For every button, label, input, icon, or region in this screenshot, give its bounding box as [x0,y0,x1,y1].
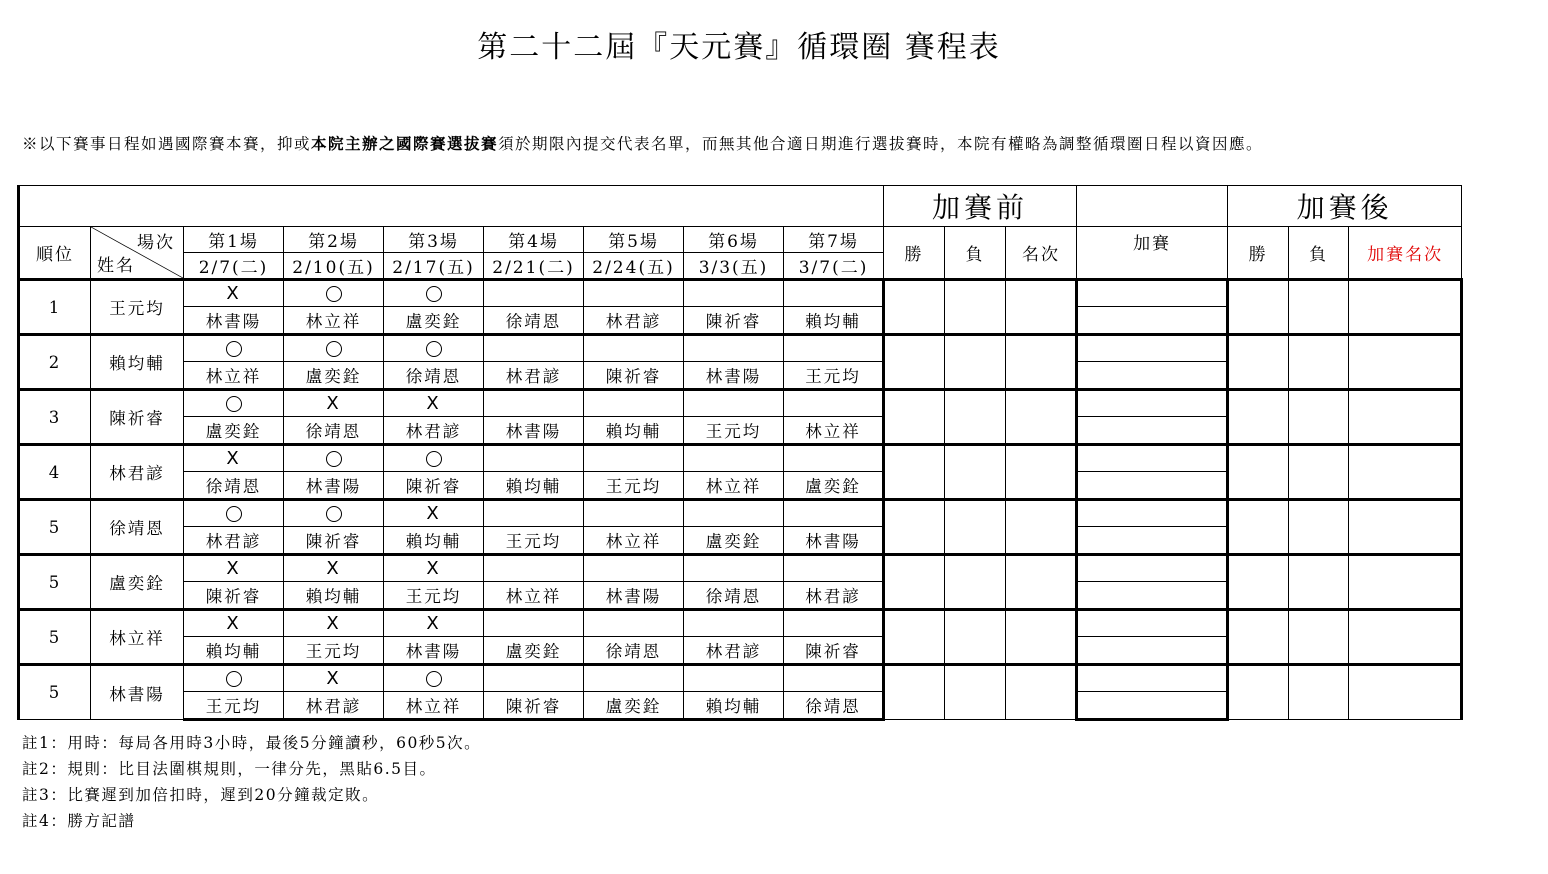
loss-mark: X [326,393,341,414]
opponent-name: 林書陽 [584,582,684,610]
result-cell [784,610,884,637]
footnote-4: 註4：勝方記譜 [22,812,136,830]
win-count-cell [884,280,945,335]
win-count-cell [884,335,945,390]
opponent-name: 徐靖恩 [384,362,484,390]
result-cell [384,665,484,692]
player-row [19,500,1462,527]
result-cell [684,280,784,307]
place-header: 名次 [1006,227,1077,280]
round-label: 場次 [137,233,175,253]
final-place-header: 加賽名次 [1349,227,1462,280]
place-cell [1006,335,1077,390]
round-6-date: 3/3(五) [684,253,784,280]
opponent-name: 王元均 [484,527,584,555]
result-cell [384,555,484,582]
opponent-name: 林書陽 [184,307,284,335]
opponent-name: 賴均輔 [684,692,784,720]
loss-after-cell [1289,445,1349,500]
final-place-cell [1349,390,1462,445]
win-circle-icon [226,341,242,357]
win-after-cell [1228,500,1289,555]
win-count-cell [884,555,945,610]
opponent-name: 林君諺 [684,637,784,665]
notice-text-1: ※以下賽事日程如遇國際賽本賽，抑或 [22,135,312,153]
player-name: 盧奕銓 [91,555,184,610]
result-cell [684,610,784,637]
rank-cell: 4 [19,445,91,500]
page-title: 第二十二屆『天元賽』循環圈 賽程表 [477,30,1001,65]
loss-header: 負 [945,227,1006,280]
result-cell [384,280,484,307]
loss-count-cell [945,280,1006,335]
rank-cell: 5 [19,555,91,610]
opponent-name: 徐靖恩 [184,472,284,500]
result-cell [484,280,584,307]
opponent-name: 盧奕銓 [784,472,884,500]
win-after-cell [1228,335,1289,390]
result-cell [484,610,584,637]
win-circle-icon [226,396,242,412]
loss-after-cell [1289,555,1349,610]
result-cell [284,555,384,582]
opponent-name: 王元均 [784,362,884,390]
playoff-cell-2 [1077,307,1228,335]
opponent-name: 盧奕銓 [484,637,584,665]
result-cell [384,390,484,417]
result-cell [784,445,884,472]
opponent-name: 林君諺 [484,362,584,390]
result-cell [184,390,284,417]
opponent-name: 林書陽 [384,637,484,665]
result-cell [184,555,284,582]
result-cell [384,610,484,637]
opponent-name: 賴均輔 [584,417,684,445]
place-cell [1006,500,1077,555]
result-cell [284,665,384,692]
final-place-cell [1349,445,1462,500]
place-cell [1006,555,1077,610]
result-cell [384,500,484,527]
opponent-name: 陳祈睿 [284,527,384,555]
loss-after-header: 負 [1289,227,1349,280]
result-cell [484,335,584,362]
player-row [19,390,1462,417]
round-5-date: 2/24(五) [584,253,684,280]
player-name: 徐靖恩 [91,500,184,555]
header-blank [19,186,884,227]
opponent-name: 盧奕銓 [384,307,484,335]
name-label: 姓名 [97,256,135,276]
result-cell [184,335,284,362]
opponent-name: 陳祈睿 [684,307,784,335]
playoff-cell-2 [1077,417,1228,445]
playoff-cell-2 [1077,527,1228,555]
rank-cell: 3 [19,390,91,445]
win-circle-icon [326,286,342,302]
header-row-rounds [19,227,1462,253]
round-7-label: 第7場 [784,227,884,253]
playoff-cell-1 [1077,610,1228,637]
header-blank-playoff [1077,186,1228,227]
result-cell [684,665,784,692]
opponent-name: 王元均 [184,692,284,720]
round-5-label: 第5場 [584,227,684,253]
result-cell [384,335,484,362]
place-cell [1006,280,1077,335]
result-cell [684,390,784,417]
loss-mark: X [326,558,341,579]
opponent-name: 賴均輔 [784,307,884,335]
opponent-name: 林君諺 [784,582,884,610]
win-count-cell [884,445,945,500]
place-cell [1006,445,1077,500]
rank-cell: 2 [19,335,91,390]
opponent-name: 賴均輔 [484,472,584,500]
opponent-name: 林立祥 [784,417,884,445]
opponent-name: 王元均 [384,582,484,610]
playoff-cell-1 [1077,555,1228,582]
final-place-cell [1349,280,1462,335]
opponent-name: 陳祈睿 [784,637,884,665]
player-row [19,445,1462,472]
notice-text-bold: 本院主辦之國際賽選拔賽 [311,134,499,153]
result-cell [684,445,784,472]
result-cell [184,280,284,307]
round-2-date: 2/10(五) [284,253,384,280]
final-place-cell [1349,610,1462,665]
loss-after-cell [1289,335,1349,390]
schedule-notice [22,130,1462,158]
opponent-name: 林立祥 [284,307,384,335]
opponent-name: 林書陽 [284,472,384,500]
loss-after-cell [1289,500,1349,555]
win-circle-icon [326,451,342,467]
place-cell [1006,610,1077,665]
result-cell [584,555,684,582]
opponent-name: 林立祥 [184,362,284,390]
round-1-date: 2/7(二) [184,253,284,280]
opponent-name: 林君諺 [284,692,384,720]
loss-mark: X [326,668,341,689]
result-cell [584,665,684,692]
opponent-name: 陳祈睿 [484,692,584,720]
result-cell [184,610,284,637]
opponent-name: 盧奕銓 [284,362,384,390]
result-cell [784,335,884,362]
playoff-cell-1 [1077,335,1228,362]
player-row [19,610,1462,637]
loss-after-cell [1289,390,1349,445]
result-cell [184,445,284,472]
win-circle-icon [226,506,242,522]
opponent-name: 王元均 [284,637,384,665]
opponent-name: 徐靖恩 [784,692,884,720]
result-cell [584,390,684,417]
opponent-name: 徐靖恩 [584,637,684,665]
result-cell [484,665,584,692]
loss-after-cell [1289,280,1349,335]
round-6-label: 第6場 [684,227,784,253]
win-circle-icon [426,341,442,357]
loss-count-cell [945,500,1006,555]
round-3-date: 2/17(五) [384,253,484,280]
win-after-cell [1228,665,1289,720]
notice-text-2: 須於期限內提交代表名單，而無其他合適日期進行選拔賽時，本院有權略為調整循環圈日程以資因應。 [498,135,1264,153]
loss-mark: X [226,448,241,469]
round-4-label: 第4場 [484,227,584,253]
result-cell [584,445,684,472]
rank-cell: 5 [19,610,91,665]
opponent-name: 林君諺 [384,417,484,445]
playoff-cell-2 [1077,362,1228,390]
result-cell [284,280,384,307]
opponent-name: 林君諺 [584,307,684,335]
opponent-name: 林書陽 [784,527,884,555]
playoff-cell-2 [1077,637,1228,665]
loss-after-cell [1289,610,1349,665]
playoff-cell-1 [1077,280,1228,307]
player-name: 林立祥 [91,610,184,665]
opponent-name: 賴均輔 [284,582,384,610]
result-cell [284,610,384,637]
opponent-name: 陳祈睿 [384,472,484,500]
footnotes [22,730,481,834]
opponent-name: 徐靖恩 [284,417,384,445]
opponent-name: 林立祥 [584,527,684,555]
win-count-cell [884,665,945,720]
player-name: 林君諺 [91,445,184,500]
opponent-name: 林書陽 [484,417,584,445]
result-cell [784,665,884,692]
opponent-name: 王元均 [684,417,784,445]
result-cell [284,500,384,527]
loss-count-cell [945,555,1006,610]
result-cell [684,500,784,527]
loss-after-cell [1289,665,1349,720]
result-cell [284,335,384,362]
win-after-cell [1228,555,1289,610]
loss-mark: X [426,393,441,414]
playoff-cell-1 [1077,445,1228,472]
win-after-cell [1228,610,1289,665]
rank-header: 順位 [19,227,91,280]
win-circle-icon [226,671,242,687]
result-cell [784,500,884,527]
footnote-2: 註2：規則：比目法圍棋規則，一律分先，黑貼6.5目。 [22,760,437,778]
playoff-cell-2 [1077,582,1228,610]
playoff-cell-1 [1077,665,1228,692]
loss-mark: X [326,613,341,634]
playoff-cell-1 [1077,390,1228,417]
final-place-cell [1349,335,1462,390]
loss-count-cell [945,445,1006,500]
win-count-cell [884,390,945,445]
win-header: 勝 [884,227,945,280]
rank-cell: 5 [19,500,91,555]
opponent-name: 賴均輔 [184,637,284,665]
result-cell [284,390,384,417]
win-circle-icon [426,286,442,302]
opponent-name: 陳祈睿 [584,362,684,390]
loss-count-cell [945,335,1006,390]
win-after-cell [1228,445,1289,500]
playoff-cell-2 [1077,692,1228,720]
rank-cell: 5 [19,665,91,720]
opponent-name: 盧奕銓 [584,692,684,720]
round-7-date: 3/7(二) [784,253,884,280]
loss-mark: X [426,613,441,634]
player-row [19,335,1462,362]
win-circle-icon [326,341,342,357]
opponent-name: 盧奕銓 [184,417,284,445]
rank-cell: 1 [19,280,91,335]
opponent-name: 賴均輔 [384,527,484,555]
result-cell [684,335,784,362]
loss-count-cell [945,665,1006,720]
opponent-name: 徐靖恩 [684,582,784,610]
result-cell [484,500,584,527]
win-count-cell [884,610,945,665]
player-row [19,280,1462,307]
round-2-label: 第2場 [284,227,384,253]
result-cell [184,500,284,527]
loss-mark: X [226,613,241,634]
final-place-cell [1349,555,1462,610]
opponent-name: 徐靖恩 [484,307,584,335]
schedule-table [17,185,1463,721]
result-cell [584,335,684,362]
player-name: 林書陽 [91,665,184,720]
result-cell [184,665,284,692]
result-cell [484,445,584,472]
win-circle-icon [426,671,442,687]
win-after-cell [1228,390,1289,445]
win-after-header: 勝 [1228,227,1289,280]
footnote-3: 註3：比賽遲到加倍扣時，遲到20分鐘裁定敗。 [22,786,380,804]
result-cell [784,555,884,582]
final-place-cell [1349,665,1462,720]
result-cell [584,610,684,637]
win-circle-icon [326,506,342,522]
final-place-cell [1349,500,1462,555]
player-row [19,555,1462,582]
playoff-header: 加賽 [1077,227,1228,280]
round-4-date: 2/21(二) [484,253,584,280]
player-name: 王元均 [91,280,184,335]
place-cell [1006,390,1077,445]
result-cell [284,445,384,472]
loss-count-cell [945,390,1006,445]
player-row [19,665,1462,692]
win-count-cell [884,500,945,555]
player-name: 賴均輔 [91,335,184,390]
loss-mark: X [226,558,241,579]
loss-mark: X [426,503,441,524]
opponent-name: 盧奕銓 [684,527,784,555]
opponent-name: 林立祥 [684,472,784,500]
opponent-name: 林君諺 [184,527,284,555]
win-circle-icon [426,451,442,467]
result-cell [484,390,584,417]
loss-mark: X [426,558,441,579]
result-cell [584,280,684,307]
round-1-label: 第1場 [184,227,284,253]
round-3-label: 第3場 [384,227,484,253]
result-cell [384,445,484,472]
pre-playoff-label: 加賽前 [884,186,1077,227]
result-cell [784,390,884,417]
result-cell [784,280,884,307]
result-cell [684,555,784,582]
header-row-top [19,186,1462,227]
playoff-cell-1 [1077,500,1228,527]
round-name-header [91,227,184,280]
opponent-name: 陳祈睿 [184,582,284,610]
opponent-name: 林立祥 [484,582,584,610]
opponent-name: 林立祥 [384,692,484,720]
opponent-name: 林書陽 [684,362,784,390]
win-after-cell [1228,280,1289,335]
playoff-cell-2 [1077,472,1228,500]
loss-count-cell [945,610,1006,665]
post-playoff-label: 加賽後 [1228,186,1462,227]
player-name: 陳祈睿 [91,390,184,445]
opponent-name: 王元均 [584,472,684,500]
place-cell [1006,665,1077,720]
result-cell [484,555,584,582]
footnote-1: 註1：用時：每局各用時3小時，最後5分鐘讀秒，60秒5次。 [22,734,482,752]
result-cell [584,500,684,527]
loss-mark: X [226,283,241,304]
